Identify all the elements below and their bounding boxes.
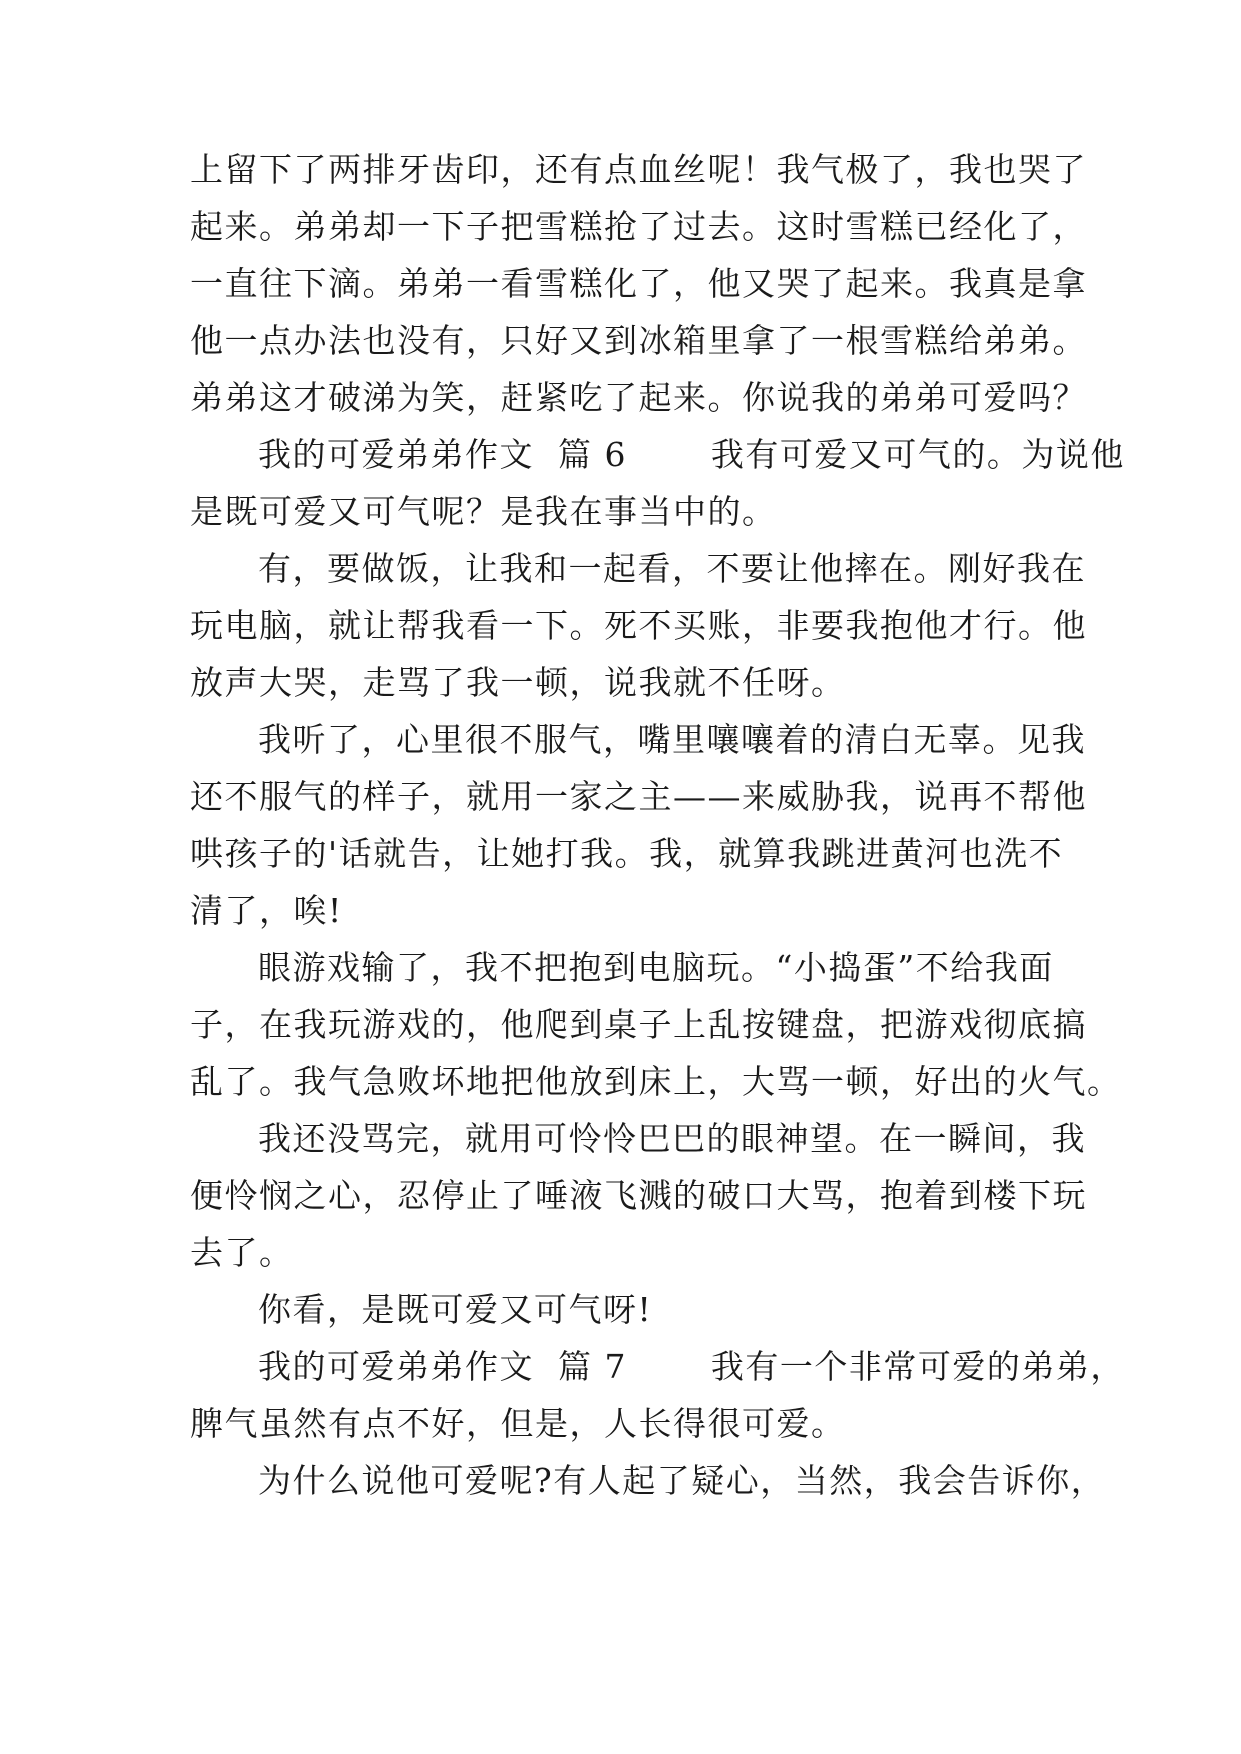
text-line: 上留下了两排牙齿印，还有点血丝呢！我气极了，我也哭了 — [190, 150, 1087, 189]
text-line: 哄孩子的'话就告，让她打我。我，就算我跳进黄河也洗不 — [190, 834, 1064, 873]
paragraph-start-line: 为什么说他可爱呢?有人起了疑心，当然，我会告诉你， — [258, 1461, 1106, 1500]
text-line: 脾气虽然有点不好，但是，人长得很可爱。 — [190, 1404, 846, 1443]
text-line: 放声大哭，走骂了我一顿，说我就不任呀。 — [190, 663, 846, 702]
text-line: 清了，唉! — [190, 891, 343, 930]
section-heading-line: 我的可爱弟弟作文 篇 7 我有一个非常可爱的弟弟， — [258, 1347, 1125, 1386]
text-line: 起来。弟弟却一下子把雪糕抢了过去。这时雪糕已经化了， — [190, 207, 1087, 246]
text-line: 他一点办法也没有，只好又到冰箱里拿了一根雪糕给弟弟。 — [190, 321, 1087, 360]
paragraph-start-line: 我还没骂完，就用可怜怜巴巴的眼神望。在一瞬间，我 — [258, 1119, 1086, 1158]
text-line: 弟弟这才破涕为笑，赶紧吃了起来。你说我的弟弟可爱吗？ — [190, 378, 1087, 417]
text-line: 去了。 — [190, 1233, 294, 1272]
text-line: 子，在我玩游戏的，他爬到桌子上乱按键盘，把游戏彻底搞 — [190, 1005, 1087, 1044]
section-heading-line: 我的可爱弟弟作文 篇 6 我有可爱又可气的。为说他 — [258, 435, 1125, 474]
paragraph-start-line: 有，要做饭，让我和一起看，不要让他摔在。刚好我在 — [258, 549, 1086, 588]
paragraph-start-line: 我听了，心里很不服气，嘴里嚷嚷着的清白无辜。见我 — [258, 720, 1086, 759]
text-line: 一直往下滴。弟弟一看雪糕化了，他又哭了起来。我真是拿 — [190, 264, 1087, 303]
text-line: 玩电脑，就让帮我看一下。死不买账，非要我抱他才行。他 — [190, 606, 1087, 645]
paragraph-start-line: 你看，是既可爱又可气呀! — [258, 1290, 653, 1329]
text-line: 还不服气的样子，就用一家之主——来威胁我，说再不帮他 — [190, 777, 1087, 816]
paragraph-start-line: 眼游戏输了，我不把抱到电脑玩。“小捣蛋”不给我面 — [258, 948, 1054, 987]
text-line: 乱了。我气急败坏地把他放到床上，大骂一顿，好出的火气。 — [190, 1062, 1122, 1101]
text-line: 是既可爱又可气呢？是我在事当中的。 — [190, 492, 777, 531]
text-line: 便怜悯之心，忍停止了唾液飞溅的破口大骂，抱着到楼下玩 — [190, 1176, 1087, 1215]
